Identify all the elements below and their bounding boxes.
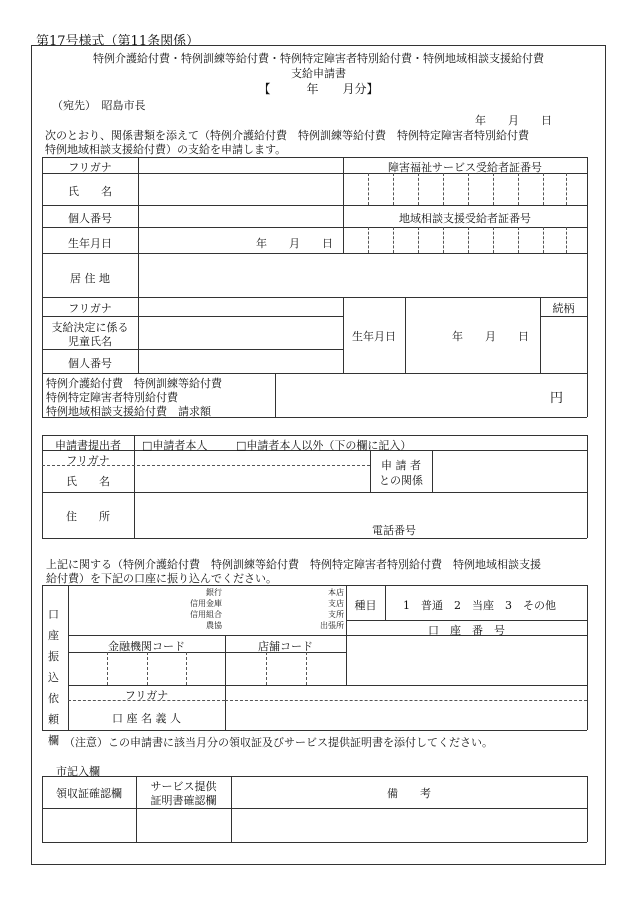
child-personal-no-label: 個人番号	[68, 357, 112, 370]
form-title: 特例介護給付費・特例訓練等給付費・特例特定障害者特別給付費・特例地域相談支援給付費	[93, 52, 544, 65]
consult-cert-label: 地域相談支援受給者証番号	[399, 212, 531, 225]
child-furigana-label: フリガナ	[68, 302, 112, 315]
child-relation-label: 続柄	[552, 302, 575, 315]
claim-yen-unit: 円	[550, 391, 564, 406]
branch-types: 本店 支店 支所 出張所	[320, 588, 344, 630]
addressee: （宛先） 昭島市長	[52, 99, 146, 112]
submitter-option-other[interactable]: □申請者本人以外（下の欄に記入）	[236, 439, 412, 452]
account-kind-options[interactable]: 1 普通 2 当座 3 その他	[403, 599, 556, 612]
intro-line-1: 次のとおり、関係書類を添えて（特例介護給付費 特例訓練等給付費 特例特定障害者特別給付費	[45, 129, 529, 142]
applicant-name-label: 氏 名	[68, 185, 112, 198]
claim-line-2: 特例特定障害者特別給付費	[46, 391, 178, 404]
service-cert-label: 障害福祉サービス受給者証番号	[388, 161, 542, 174]
child-birth-format: 年 月 日	[452, 330, 529, 343]
city-section-label: 市記入欄	[56, 765, 100, 778]
submitter-relation-label-1: 申 請 者	[381, 459, 421, 472]
bank-intro-line-1: 上記に関する（特例介護給付費 特例訓練等給付費 特例特定障害者特別給付費 特例地域相談支援	[46, 558, 541, 571]
account-holder-label: 口 座 名 義 人	[112, 712, 181, 725]
form-number: 第17号様式（第11条関係）	[36, 34, 200, 49]
form-period: 【 年 月分】	[258, 82, 379, 96]
submitter-relation-label-2: との関係	[379, 474, 423, 487]
applicant-birth-format: 年 月 日	[256, 237, 333, 250]
applicant-furigana-label: フリガナ	[68, 161, 112, 174]
submitter-label: 申請書提出者	[55, 439, 121, 452]
bank-furigana-label: フリガナ	[124, 689, 169, 702]
submitter-address-label: 住 所	[66, 510, 110, 523]
account-number-label: 口 座 番 号	[428, 624, 505, 637]
bank-intro-line-2: 給付費）を下記の口座に振り込んでください。	[46, 572, 277, 585]
branch-code-label: 店舗コード	[258, 640, 313, 653]
service-cert-check-label-2: 証明書確認欄	[150, 794, 217, 807]
child-name-label-2: 児童氏名	[68, 335, 112, 348]
date-line: 年 月 日	[475, 114, 552, 127]
child-name-label-1: 支給決定に係る	[51, 321, 129, 334]
receipt-check-label: 領収証確認欄	[56, 787, 122, 800]
applicant-personal-no-label: 個人番号	[68, 212, 112, 225]
remarks-label: 備 考	[387, 787, 431, 800]
intro-line-2: 特例地域相談支援給付費）の支給を申請します。	[45, 143, 287, 156]
claim-line-1: 特例介護給付費 特例訓練等給付費	[46, 377, 222, 390]
applicant-address-label: 居 住 地	[70, 272, 110, 285]
account-kind-label: 種目	[354, 599, 377, 612]
submitter-phone-label: 電話番号	[372, 524, 416, 537]
form-subtitle: 支給申請書	[291, 67, 346, 80]
institution-types: 銀行 信用金庫 信用組合 農協	[190, 588, 222, 630]
submitter-name-label: 氏 名	[66, 475, 110, 488]
applicant-birth-label: 生年月日	[68, 237, 112, 250]
bank-side-label: 口 座 振 込 依 頼 欄	[48, 608, 59, 747]
submitter-option-self[interactable]: □申請者本人	[142, 439, 208, 452]
note: （注意）この申請書に該当月分の領収証及びサービス提供証明書を添付してください。	[64, 736, 493, 749]
child-birth-label: 生年月日	[352, 330, 396, 343]
service-cert-check-label-1: サービス提供	[150, 780, 217, 793]
claim-line-3: 特例地域相談支援給付費 請求額	[46, 405, 211, 418]
institution-code-label: 金融機関コード	[108, 640, 185, 653]
submitter-furigana-label: フリガナ	[66, 454, 110, 467]
